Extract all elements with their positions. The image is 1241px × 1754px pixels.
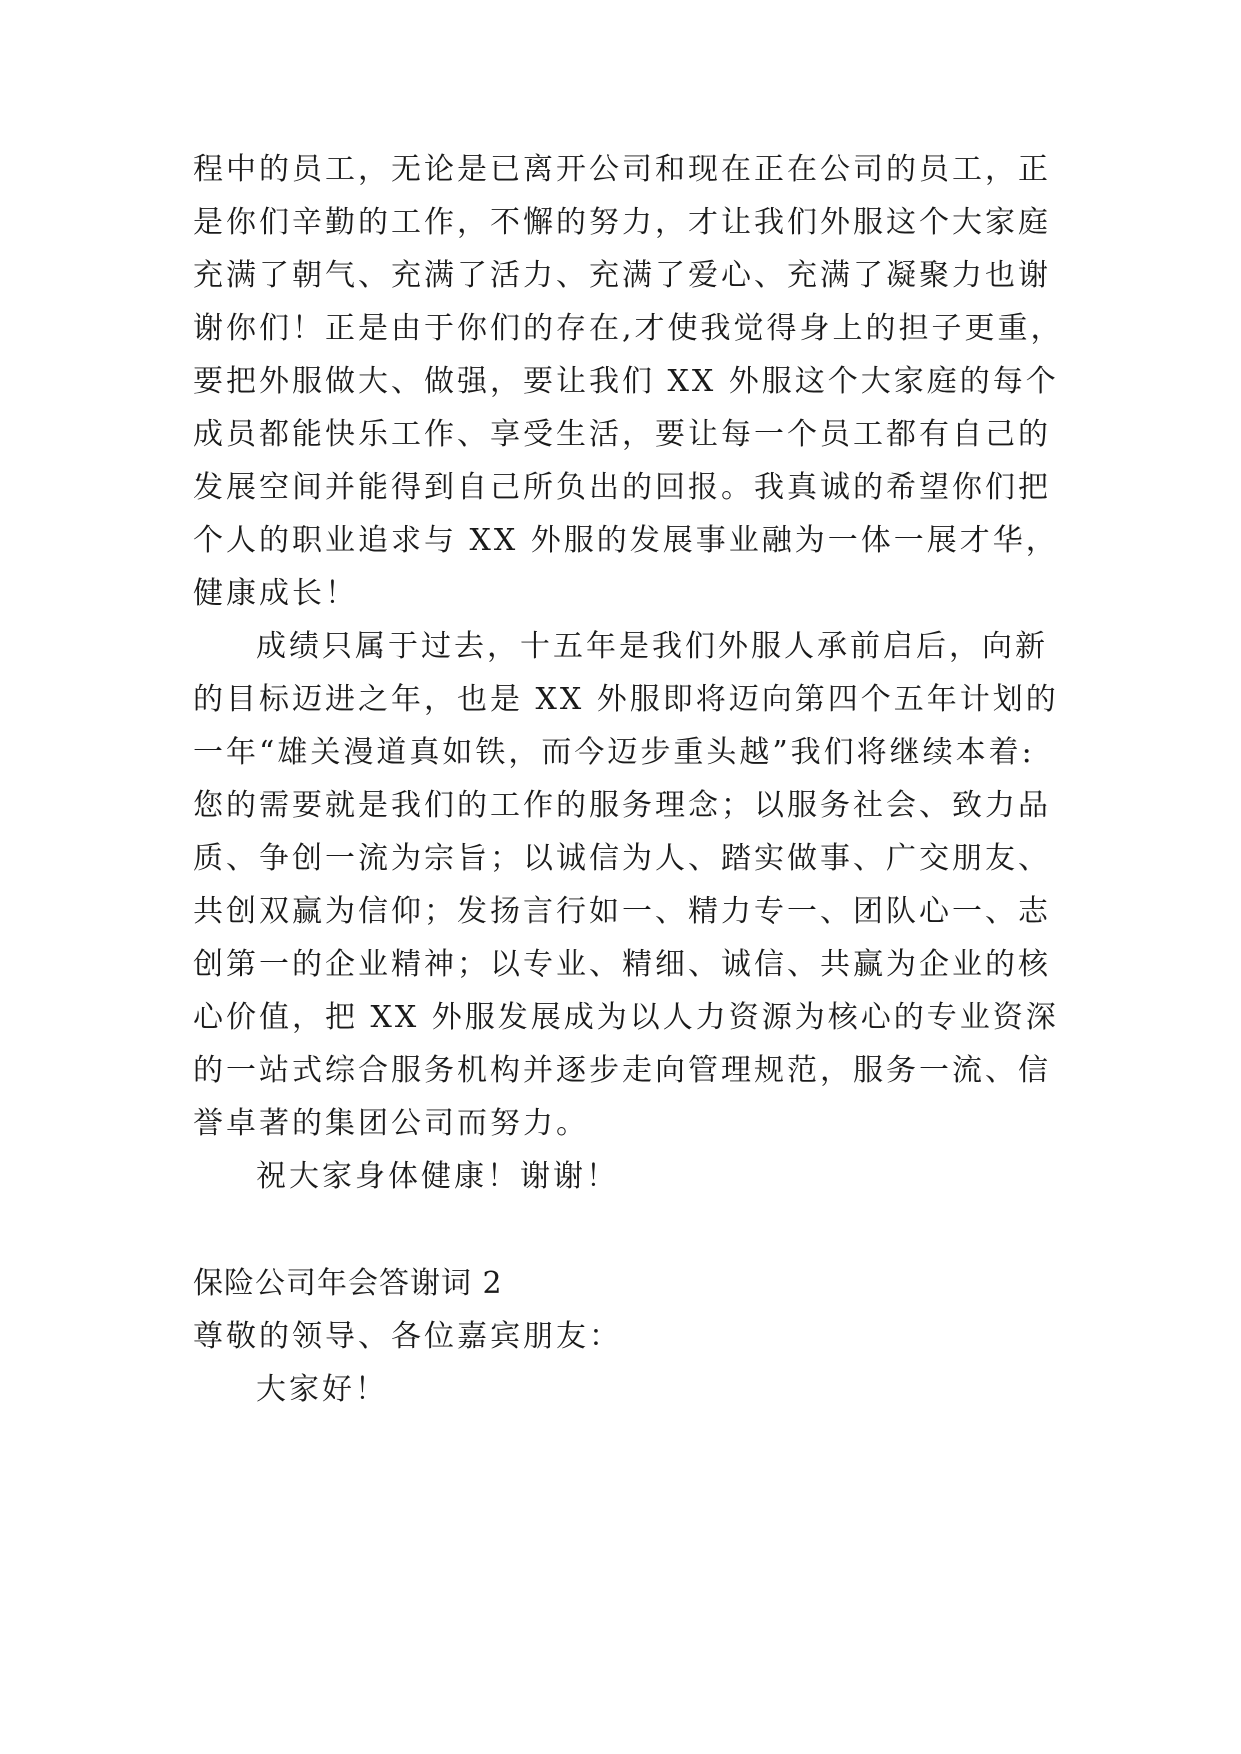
body-text-line: 您的需要就是我们的工作的服务理念；以服务社会、致力品 xyxy=(193,788,1051,823)
body-text-line: 谢你们！正是由于你们的存在,才使我觉得身上的担子更重， xyxy=(193,311,1064,346)
closing-line: 祝大家身体健康！谢谢！ xyxy=(256,1159,619,1194)
body-text-line: 的一站式综合服务机构并逐步走向管理规范，服务一流、信 xyxy=(193,1053,1051,1088)
section-title: 保险公司年会答谢词 2 xyxy=(193,1266,503,1301)
body-text-line: 要把外服做大、做强，要让我们 XX 外服这个大家庭的每个 xyxy=(193,364,1059,399)
body-text-line: 程中的员工，无论是已离开公司和现在正在公司的员工，正 xyxy=(193,152,1051,187)
body-text-line: 的目标迈进之年，也是 XX 外服即将迈向第四个五年计划的 xyxy=(193,682,1059,717)
body-text-line: 心价值，把 XX 外服发展成为以人力资源为核心的专业资深 xyxy=(193,1000,1059,1035)
body-text-line: 共创双赢为信仰；发扬言行如一、精力专一、团队心一、志 xyxy=(193,894,1051,929)
body-text-line: 质、争创一流为宗旨；以诚信为人、踏实做事、广交朋友、 xyxy=(193,841,1051,876)
body-text-line: 个人的职业追求与 XX 外服的发展事业融为一体一展才华， xyxy=(193,523,1059,558)
body-text-line: 誉卓著的集团公司而努力。 xyxy=(193,1106,589,1141)
body-text-line: 充满了朝气、充满了活力、充满了爱心、充满了凝聚力也谢 xyxy=(193,258,1051,293)
greeting-line: 大家好！ xyxy=(256,1372,388,1407)
body-text-line: 成绩只属于过去，十五年是我们外服人承前启后，向新 xyxy=(256,629,1048,664)
body-text-line: 创第一的企业精神；以专业、精细、诚信、共赢为企业的核 xyxy=(193,947,1051,982)
body-text-line: 一年“雄关漫道真如铁，而今迈步重头越”我们将继续本着: xyxy=(193,735,1035,770)
salutation-line: 尊敬的领导、各位嘉宾朋友： xyxy=(193,1319,622,1354)
body-text-line: 健康成长！ xyxy=(193,576,358,611)
body-text-line: 成员都能快乐工作、享受生活，要让每一个员工都有自己的 xyxy=(193,417,1051,452)
body-text-line: 是你们辛勤的工作，不懈的努力，才让我们外服这个大家庭 xyxy=(193,205,1051,240)
body-text-line: 发展空间并能得到自己所负出的回报。我真诚的希望你们把 xyxy=(193,470,1051,505)
